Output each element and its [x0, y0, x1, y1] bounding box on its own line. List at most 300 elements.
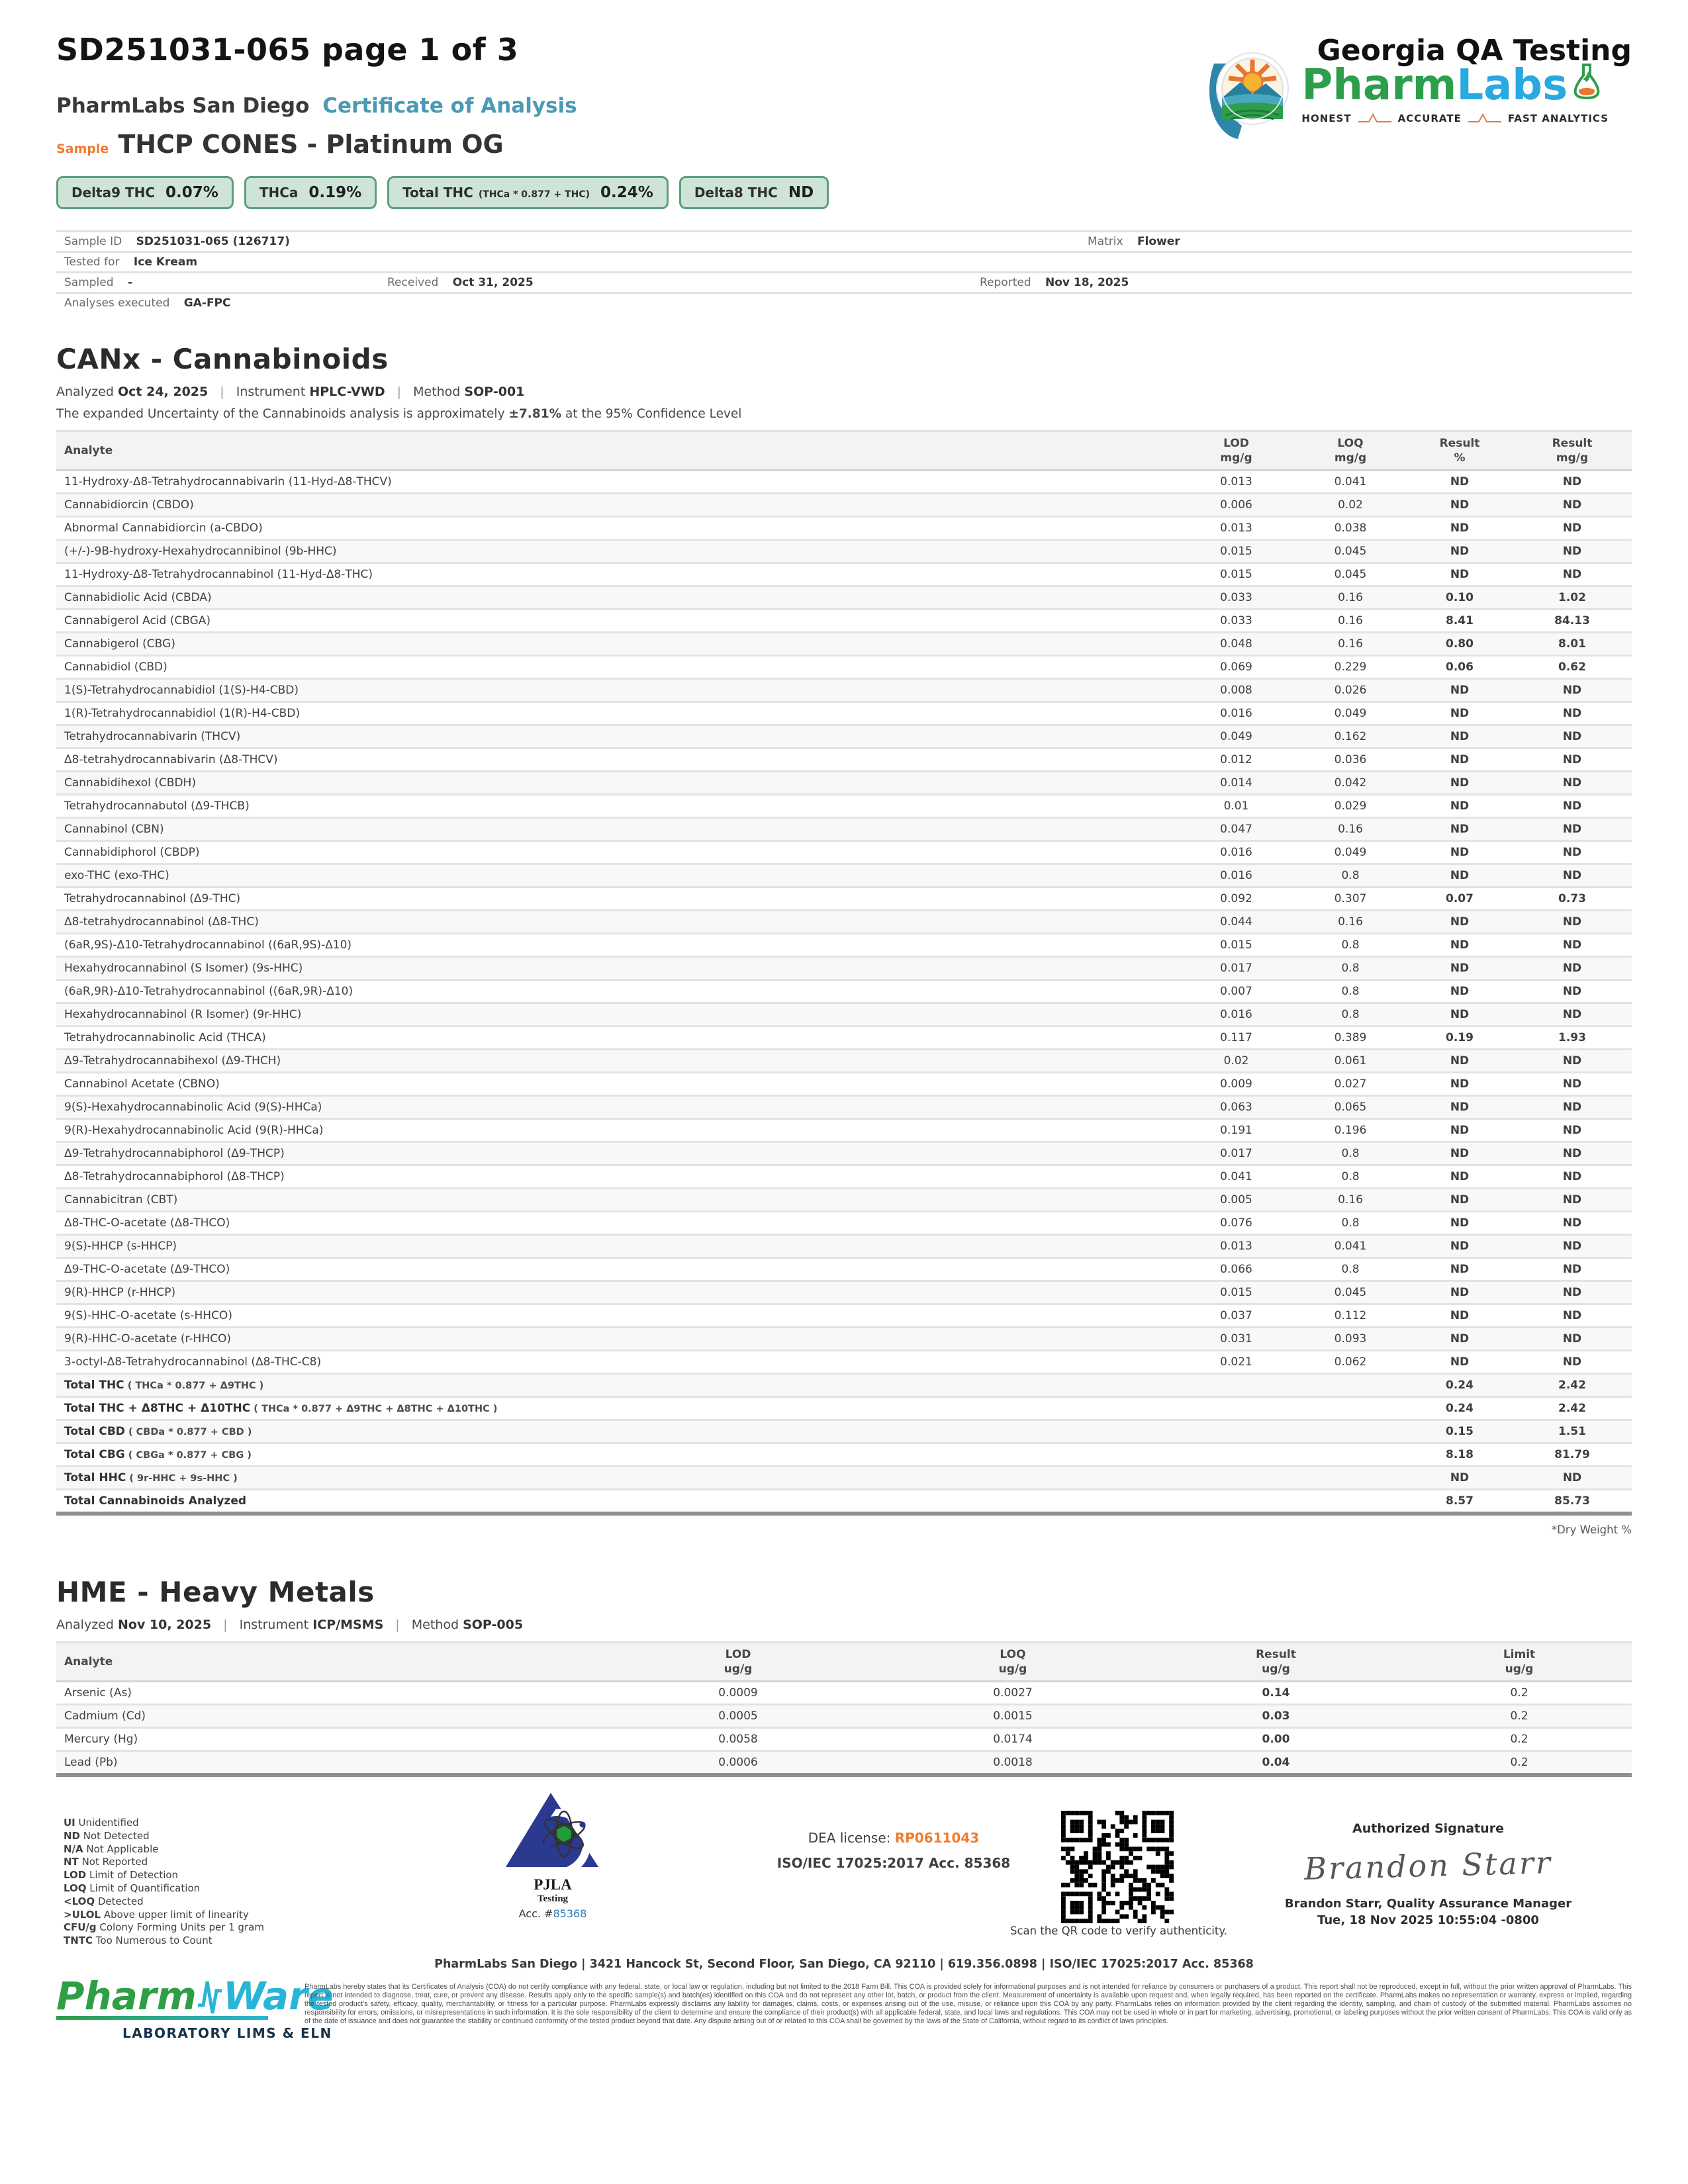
- column-header: Limit ug/g: [1407, 1643, 1632, 1682]
- cell: [1178, 1374, 1294, 1397]
- meta-label: Analyzed: [56, 1617, 114, 1632]
- analyte-cell: Lead (Pb): [64, 1756, 118, 1769]
- cell: 0.8: [1341, 1216, 1360, 1230]
- column-header: LOD ug/g: [596, 1643, 880, 1682]
- analyte-cell: Mercury (Hg): [64, 1733, 138, 1746]
- analyte-cell: Cannabidiphorol (CBDP): [64, 846, 200, 859]
- analyte-cell: Tetrahydrocannabinolic Acid (THCA): [64, 1031, 266, 1044]
- table-row: [56, 934, 1632, 957]
- cell: 0.016: [1220, 869, 1252, 882]
- table-header-row: [56, 432, 1632, 471]
- signature-script: Brandon Starr: [1303, 1844, 1553, 1887]
- table-row: [56, 1258, 1632, 1281]
- info-row: [56, 230, 1632, 251]
- analyte-cell: Total THC + Δ8THC + Δ10THC ( THCa * 0.877 + Δ9THC + Δ8THC + Δ10THC ): [64, 1402, 498, 1415]
- cell: 0.016: [1220, 846, 1252, 859]
- analyte-cell: (+/-)-9B-hydroxy-Hexahydrocannibinol (9b-HHC): [64, 545, 337, 558]
- meta-label: Method: [413, 385, 461, 399]
- analyte-cell: Abnormal Cannabidiorcin (a-CBDO): [64, 522, 263, 535]
- cell: ND: [1562, 1193, 1582, 1206]
- client-name: Georgia QA Testing: [1317, 34, 1632, 68]
- field-value: -: [127, 276, 133, 289]
- cell: 0.049: [1334, 707, 1367, 720]
- cell: 0.045: [1334, 1286, 1367, 1299]
- cannabinoids-meta: [56, 385, 1632, 399]
- cell: 0.031: [1220, 1332, 1252, 1345]
- wordmark-pharm: Pharm: [1301, 61, 1457, 110]
- badge-row: [56, 176, 1632, 209]
- reported-field: [980, 273, 1129, 292]
- cell: ND: [1562, 1240, 1582, 1253]
- matrix-field: [1088, 232, 1180, 251]
- cell: ND: [1450, 1263, 1470, 1276]
- analyte-cell: 9(R)-HHC-O-acetate (r-HHCO): [64, 1332, 232, 1345]
- analyte-cell: 9(R)-HHCP (r-HHCP): [64, 1286, 176, 1299]
- cell: 0.026: [1334, 684, 1367, 697]
- cell: 0.16: [1338, 614, 1363, 627]
- uncertainty-value: ±7.81%: [508, 407, 562, 421]
- info-row: [56, 251, 1632, 271]
- cell: 0.027: [1334, 1077, 1367, 1091]
- meta-label: Instrument: [239, 1617, 309, 1632]
- cell: [1178, 1397, 1294, 1420]
- column-header: Analyte: [56, 1643, 596, 1682]
- cell: 0.041: [1334, 475, 1367, 488]
- cell: 0.8: [1341, 938, 1360, 952]
- cell: 0.307: [1334, 892, 1367, 905]
- cell: [1294, 1490, 1407, 1514]
- cell: 0.196: [1334, 1124, 1367, 1137]
- cell: 0.093: [1334, 1332, 1367, 1345]
- dry-weight-note: *Dry Weight %: [1551, 1524, 1632, 1536]
- cell: 0.014: [1220, 776, 1252, 790]
- cell: 0.62: [1558, 660, 1586, 674]
- cell: ND: [1562, 799, 1582, 813]
- table-row: [56, 1281, 1632, 1304]
- cannabinoids-table: [56, 430, 1632, 1516]
- cell: 0.16: [1338, 591, 1363, 604]
- cell: 0.069: [1220, 660, 1252, 674]
- analyte-cell: Total Cannabinoids Analyzed: [64, 1494, 247, 1508]
- cell: ND: [1562, 1263, 1582, 1276]
- cell: 0.042: [1334, 776, 1367, 790]
- badge-value: 0.24%: [600, 184, 653, 201]
- cell: ND: [1562, 753, 1582, 766]
- cell: ND: [1562, 962, 1582, 975]
- cell: ND: [1450, 962, 1470, 975]
- table-row: [56, 1705, 1632, 1728]
- qr-caption: Scan the QR code to verify authenticity.: [1010, 1925, 1227, 1937]
- badge-label: THCa: [259, 185, 299, 201]
- cell: ND: [1562, 1147, 1582, 1160]
- cell: 1.93: [1558, 1031, 1586, 1044]
- cell: ND: [1562, 869, 1582, 882]
- cell: ND: [1450, 799, 1470, 813]
- pjla-logo-icon: [503, 1861, 602, 1874]
- cannabinoids-section-title: CANx - Cannabinoids: [56, 343, 389, 375]
- badge-value: ND: [788, 184, 814, 201]
- cell: 84.13: [1554, 614, 1590, 627]
- cell: [1294, 1397, 1407, 1420]
- cell: 0.07: [1446, 892, 1474, 905]
- analyte-cell: 9(S)-HHCP (s-HHCP): [64, 1240, 177, 1253]
- cell: 0.06: [1446, 660, 1474, 674]
- cell: ND: [1562, 730, 1582, 743]
- cell: ND: [1562, 846, 1582, 859]
- cell: 0.065: [1334, 1101, 1367, 1114]
- cell: ND: [1450, 1355, 1470, 1369]
- badge-value: 0.07%: [165, 184, 218, 201]
- analyte-cell: Tetrahydrocannabivarin (THCV): [64, 730, 241, 743]
- cell: ND: [1562, 475, 1582, 488]
- cell: 0.063: [1220, 1101, 1252, 1114]
- cell: 0.041: [1334, 1240, 1367, 1253]
- cell: 0.162: [1334, 730, 1367, 743]
- column-header: Result ug/g: [1145, 1643, 1407, 1682]
- table-row: [56, 1119, 1632, 1142]
- cell: ND: [1562, 568, 1582, 581]
- cell: ND: [1562, 915, 1582, 929]
- cell: 0.015: [1220, 568, 1252, 581]
- cell: 0.015: [1220, 938, 1252, 952]
- cell: 0.015: [1220, 1286, 1252, 1299]
- cell: 1.02: [1558, 591, 1586, 604]
- cell: 0.0005: [718, 1709, 758, 1723]
- cell: 0.02: [1338, 498, 1363, 512]
- table-row: [56, 772, 1632, 795]
- column-header: Result mg/g: [1513, 432, 1632, 471]
- iso-line: ISO/IEC 17025:2017 Acc. 85368: [776, 1855, 1011, 1871]
- cell: 0.016: [1220, 1008, 1252, 1021]
- cell: ND: [1562, 823, 1582, 836]
- field-value: Flower: [1137, 235, 1180, 248]
- table-row: [56, 1304, 1632, 1328]
- footer-address: PharmLabs San Diego | 3421 Hancock St, Second Floor, San Diego, CA 92110 | 619.356.0898 | ISO/IEC 17025:2017 Acc. 85368: [434, 1958, 1254, 1971]
- cell: ND: [1562, 1309, 1582, 1322]
- cell: 0.8: [1341, 985, 1360, 998]
- table-row: [56, 1751, 1632, 1776]
- field-label: Sample ID: [64, 235, 122, 248]
- table-row: [56, 1235, 1632, 1258]
- cell: ND: [1562, 1054, 1582, 1068]
- qr-code: [1058, 1811, 1177, 1926]
- heavy-metals-section-title: HME - Heavy Metals: [56, 1576, 375, 1608]
- cell: 0.015: [1220, 545, 1252, 558]
- cell: ND: [1450, 1286, 1470, 1299]
- cell: 0.066: [1220, 1263, 1252, 1276]
- cell: 0.0174: [993, 1733, 1033, 1746]
- table-row: [56, 980, 1632, 1003]
- legend-item: UI Unidentified: [64, 1817, 139, 1829]
- table-row: [56, 1003, 1632, 1026]
- cell: 0.033: [1220, 614, 1252, 627]
- table-row: [56, 1467, 1632, 1490]
- analyte-cell: 9(S)-HHC-O-acetate (s-HHCO): [64, 1309, 232, 1322]
- cell: 0.04: [1262, 1756, 1290, 1769]
- cell: ND: [1450, 985, 1470, 998]
- cell: 0.02: [1223, 1054, 1249, 1068]
- cell: 0.14: [1262, 1686, 1290, 1700]
- legend-item: TNTC Too Numerous to Count: [64, 1934, 212, 1947]
- table-row: [56, 1420, 1632, 1443]
- cell: ND: [1562, 1008, 1582, 1021]
- cell: 0.009: [1220, 1077, 1252, 1091]
- cell: 0.0009: [718, 1686, 758, 1700]
- cell: 0.037: [1220, 1309, 1252, 1322]
- analyte-cell: 11-Hydroxy-Δ8-Tetrahydrocannabinol (11-Hyd-Δ8-THC): [64, 568, 373, 581]
- legend-item: N/A Not Applicable: [64, 1843, 159, 1855]
- cell: 0.038: [1334, 522, 1367, 535]
- cell: ND: [1450, 1147, 1470, 1160]
- field-label: Matrix: [1088, 235, 1123, 248]
- cell: ND: [1450, 522, 1470, 535]
- cell: 0.8: [1341, 1263, 1360, 1276]
- cell: 0.8: [1341, 1008, 1360, 1021]
- analyte-cell: (6aR,9R)-Δ10-Tetrahydrocannabinol ((6aR,9R)-Δ10): [64, 985, 353, 998]
- cell: 0.24: [1446, 1379, 1474, 1392]
- legend-item: <LOQ Detected: [64, 1895, 144, 1907]
- uncertainty-note: [56, 407, 1632, 421]
- cell: 8.41: [1446, 614, 1474, 627]
- cell: ND: [1562, 545, 1582, 558]
- cell: 0.112: [1334, 1309, 1367, 1322]
- cell: ND: [1562, 1124, 1582, 1137]
- badge-formula: (THCa * 0.877 + THC): [478, 189, 590, 200]
- summary-badge: [679, 176, 829, 209]
- table-row: [56, 1050, 1632, 1073]
- analyte-cell: Cannabidiol (CBD): [64, 660, 167, 674]
- peak-icon: [1358, 113, 1391, 124]
- table-row: [56, 1443, 1632, 1467]
- cell: 0.048: [1220, 637, 1252, 651]
- cell: [1294, 1467, 1407, 1490]
- logo-tagline: [1301, 113, 1609, 124]
- cell: ND: [1562, 1216, 1582, 1230]
- pharmlabs-logo: [1202, 41, 1609, 144]
- table-row: [56, 1096, 1632, 1119]
- cell: ND: [1450, 1471, 1470, 1484]
- cell: ND: [1450, 1240, 1470, 1253]
- meta-value: HPLC-VWD: [309, 385, 385, 399]
- cell: ND: [1562, 938, 1582, 952]
- badge-value: 0.19%: [308, 184, 362, 201]
- field-value: Oct 31, 2025: [452, 276, 534, 289]
- table-row: [56, 841, 1632, 864]
- pharmware-logo: [56, 1974, 334, 2041]
- cell: 81.79: [1554, 1448, 1590, 1461]
- column-header: Analyte: [56, 432, 1178, 471]
- cell: 0.229: [1334, 660, 1367, 674]
- cell: [1178, 1490, 1294, 1514]
- table-row: [56, 1026, 1632, 1050]
- analyte-cell: Total CBG ( CBGa * 0.877 + CBG ): [64, 1448, 252, 1461]
- analyte-cell: Δ9-Tetrahydrocannabihexol (Δ9-THCH): [64, 1054, 281, 1068]
- cell: 0.0015: [993, 1709, 1033, 1723]
- signatory-title: Brandon Starr, Quality Assurance Manager: [1284, 1897, 1572, 1911]
- cell: 2.42: [1558, 1379, 1586, 1392]
- table-row: [56, 1682, 1632, 1705]
- cell: ND: [1450, 1193, 1470, 1206]
- pjla-acc-prefix: Acc. #: [518, 1907, 553, 1920]
- cell: 0.24: [1446, 1402, 1474, 1415]
- pharmware-word-pharm: Pharm: [56, 1974, 197, 2019]
- cell: 0.80: [1446, 637, 1474, 651]
- table-row: [56, 749, 1632, 772]
- cell: ND: [1562, 1170, 1582, 1183]
- cell: ND: [1450, 1309, 1470, 1322]
- cell: 0.047: [1220, 823, 1252, 836]
- doc-type: Certificate of Analysis: [322, 94, 577, 118]
- table-row: [56, 1165, 1632, 1189]
- legend-item: CFU/g Colony Forming Units per 1 gram: [64, 1921, 264, 1934]
- table-row: [56, 679, 1632, 702]
- meta-label: Method: [411, 1617, 459, 1632]
- cell: 0.16: [1338, 823, 1363, 836]
- analyte-cell: 3-octyl-Δ8-Tetrahydrocannabinol (Δ8-THC-C8): [64, 1355, 322, 1369]
- column-header: LOQ ug/g: [880, 1643, 1145, 1682]
- cell: [1178, 1467, 1294, 1490]
- cell: 0.029: [1334, 799, 1367, 813]
- cell: 0.061: [1334, 1054, 1367, 1068]
- table-row: [56, 656, 1632, 679]
- legend-item: >ULOL Above upper limit of linearity: [64, 1908, 249, 1921]
- badge-label: Delta8 THC: [694, 185, 778, 201]
- cell: 0.0018: [993, 1756, 1033, 1769]
- cell: ND: [1562, 776, 1582, 790]
- table-row: [56, 1328, 1632, 1351]
- cell: 0.036: [1334, 753, 1367, 766]
- cell: ND: [1450, 823, 1470, 836]
- legend-list: [64, 1817, 264, 1948]
- cell: 0.045: [1334, 568, 1367, 581]
- table-row: [56, 911, 1632, 934]
- analyte-cell: 1(S)-Tetrahydrocannabidiol (1(S)-H4-CBD): [64, 684, 299, 697]
- signature-block: [1225, 1821, 1632, 1927]
- flask-icon: [1573, 61, 1601, 110]
- analyses-field: [64, 294, 231, 312]
- analyte-cell: 11-Hydroxy-Δ8-Tetrahydrocannabivarin (11-Hyd-Δ8-THCV): [64, 475, 392, 488]
- column-header: LOQ mg/g: [1294, 432, 1407, 471]
- cell: 0.017: [1220, 962, 1252, 975]
- analyte-cell: Tetrahydrocannabutol (Δ9-THCB): [64, 799, 250, 813]
- heavy-metals-meta: [56, 1617, 1632, 1632]
- table-row: [56, 725, 1632, 749]
- cell: [1294, 1443, 1407, 1467]
- lab-name: PharmLabs San Diego: [56, 94, 310, 118]
- table-row: [56, 610, 1632, 633]
- cell: 0.10: [1446, 591, 1474, 604]
- sample-name: THCP CONES - Platinum OG: [118, 130, 504, 159]
- analyte-cell: Cannabinol Acetate (CBNO): [64, 1077, 220, 1091]
- analyte-cell: Cannabidiorcin (CBDO): [64, 498, 194, 512]
- cell: 0.007: [1220, 985, 1252, 998]
- table-row: [56, 540, 1632, 563]
- badge-label: Total THC: [402, 185, 473, 201]
- summary-badge: [387, 176, 669, 209]
- cell: 0.2: [1510, 1709, 1528, 1723]
- cell: 0.117: [1220, 1031, 1252, 1044]
- cell: 0.16: [1338, 915, 1363, 929]
- tested-for-field: [64, 253, 197, 271]
- analyte-cell: Cannabidihexol (CBDH): [64, 776, 196, 790]
- analyte-cell: Δ8-THC-O-acetate (Δ8-THCO): [64, 1216, 230, 1230]
- cell: 0.73: [1558, 892, 1586, 905]
- table-row: [56, 864, 1632, 887]
- info-row: [56, 271, 1632, 292]
- cell: ND: [1562, 1355, 1582, 1369]
- cell: 0.013: [1220, 1240, 1252, 1253]
- pjla-name: PJLA: [534, 1876, 572, 1893]
- cell: 0.16: [1338, 1193, 1363, 1206]
- cell: 0.0027: [993, 1686, 1033, 1700]
- analyte-cell: Cannabicitran (CBT): [64, 1193, 178, 1206]
- cell: 0.006: [1220, 498, 1252, 512]
- analyte-cell: Δ8-Tetrahydrocannabiphorol (Δ8-THCP): [64, 1170, 285, 1183]
- cell: 0.389: [1334, 1031, 1367, 1044]
- table-row: [56, 494, 1632, 517]
- divider: |: [223, 1617, 228, 1632]
- legend-item: NT Not Reported: [64, 1856, 148, 1868]
- signature-datetime: Tue, 18 Nov 2025 10:55:04 -0800: [1317, 1913, 1539, 1927]
- field-label: Tested for: [64, 255, 120, 269]
- table-row: [56, 563, 1632, 586]
- cell: ND: [1450, 684, 1470, 697]
- meta-value: Nov 10, 2025: [117, 1617, 212, 1632]
- analyte-cell: Cannabinol (CBN): [64, 823, 164, 836]
- table-row: [56, 1490, 1632, 1514]
- cell: [1294, 1374, 1407, 1397]
- cell: ND: [1450, 475, 1470, 488]
- tagline-accurate: ACCURATE: [1397, 113, 1462, 124]
- field-label: Received: [387, 276, 439, 289]
- legend-item: ND Not Detected: [64, 1829, 150, 1842]
- analyte-cell: Cannabigerol (CBG): [64, 637, 175, 651]
- cell: 0.045: [1334, 545, 1367, 558]
- cell: ND: [1562, 707, 1582, 720]
- table-row: [56, 795, 1632, 818]
- analyte-cell: Δ8-tetrahydrocannabivarin (Δ8-THCV): [64, 753, 278, 766]
- cell: 2.42: [1558, 1402, 1586, 1415]
- heavy-metals-table: [56, 1641, 1632, 1777]
- table-row: [56, 517, 1632, 540]
- cell: 0.0058: [718, 1733, 758, 1746]
- cell: 0.012: [1220, 753, 1252, 766]
- meta-value: Oct 24, 2025: [117, 385, 209, 399]
- cell: 0.041: [1220, 1170, 1252, 1183]
- cell: 0.062: [1334, 1355, 1367, 1369]
- analyte-cell: Hexahydrocannabinol (R Isomer) (9r-HHC): [64, 1008, 302, 1021]
- sample-label: Sample: [56, 142, 109, 156]
- pharmware-subtitle: LABORATORY LIMS & ELN: [122, 2025, 332, 2041]
- field-value: SD251031-065 (126717): [136, 235, 290, 248]
- tagline-fast: FAST ANALYTICS: [1507, 113, 1609, 124]
- cell: 0.2: [1510, 1733, 1528, 1746]
- table-header-row: [56, 1643, 1632, 1682]
- uncertainty-prefix: The expanded Uncertainty of the Cannabinoids analysis is approximately: [56, 407, 505, 421]
- cell: ND: [1450, 1216, 1470, 1230]
- table-row: [56, 887, 1632, 911]
- received-field: [387, 273, 534, 292]
- summary-badge: [56, 176, 234, 209]
- table-row: [56, 1073, 1632, 1096]
- field-label: Analyses executed: [64, 296, 170, 310]
- wordmark-labs: Labs: [1456, 61, 1568, 110]
- pharmlabs-wordmark: [1301, 61, 1609, 124]
- divider: |: [395, 1617, 400, 1632]
- meta-label: Instrument: [236, 385, 306, 399]
- cell: ND: [1562, 684, 1582, 697]
- pharmlabs-emblem-icon: [1202, 41, 1289, 144]
